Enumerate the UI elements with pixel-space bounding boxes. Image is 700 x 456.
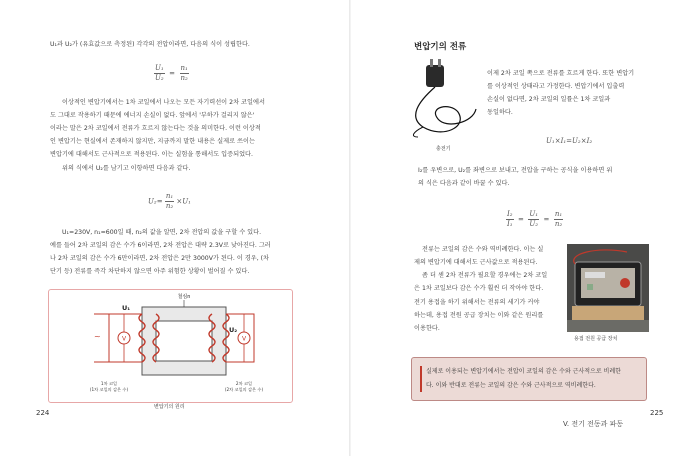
- text-line: 단기 등) 전류를 즉각 차단하지 않으면 아주 위험한 상황이 벌어질 수 있다.: [50, 268, 250, 275]
- u2-label: U₂: [229, 326, 238, 334]
- note-line: 실제로 이용되는 변압기에서는 전압이 코일의 감은 수와 근사적으로 비례한: [426, 368, 621, 375]
- text-line: 이라는 말은 2차 코일에서 전류가 흐르지 않는다는 것을 의미한다. 이런 이상적: [50, 125, 261, 132]
- equation-power: U₁×I₁=U₂×I₂: [546, 137, 593, 145]
- text-line: 예를 들어 2차 코일의 감은 수가 6이라면, 2차 전압은 대략 2.3V로 낮아진다. 그러: [50, 242, 271, 249]
- text-line: 이상적인 변압기에서는 1차 코일에서 나오는 모든 자기력선이 2차 코일에서: [62, 99, 265, 106]
- text-line: 이용한다.: [414, 325, 440, 332]
- transformer-figure: [48, 289, 293, 403]
- page-gutter: [349, 0, 351, 456]
- intro-text: U₁과 U₂가 (유효값으로 측정된) 각각의 전압이라면, 다음의 식이 성립한다.: [50, 41, 250, 48]
- text-line: I₂를 우변으로, U₂를 좌변으로 보내고, 전압을 구하는 공식을 이용하면 위: [418, 167, 613, 174]
- text-line: 손실이 없다면, 2차 코일의 일률은 1차 코일과: [487, 96, 611, 103]
- equation-current-ratio: $\frac{\text{I₂}}{\text{I₁}}$ = $\frac{\text{U₁}}{\text{U₂}}$ = $\frac{\text{n₁}}{\text{n₂}}$: [507, 210, 563, 228]
- equation-voltage-ratio: $\frac{\text{U₁}}{\text{U₂}}$ = $\frac{\text{n₁}}{\text{n₂}}$: [155, 64, 188, 82]
- svg-text:V: V: [121, 335, 127, 343]
- equation-u2: U₂= $\frac{\text{n₁}}{\text{n₂}}$ ×U₁: [148, 192, 191, 210]
- text-line: 의 식은 다음과 같이 바꿀 수 있다.: [418, 180, 510, 187]
- summary-note: [411, 357, 647, 401]
- text-line: 를 이상적인 상태라고 가정한다. 변압기에서 입출력: [487, 83, 625, 90]
- text-line: 도 그대로 작용하기 때문에 에너지 손실이 없다. 앞에서 '부하가 걸리지 않은': [50, 112, 255, 119]
- text-line: 좀 더 센 2차 전류가 필요할 경우에는 2차 코일: [422, 272, 548, 279]
- text-line: 나 2차 코일의 감은 수가 6만이라면, 2차 전압은 2만 3000V가 된다. 이 경우, (차: [50, 255, 270, 262]
- text-line: 전기 용접을 하기 위해서는 전류의 세기가 커야: [414, 299, 540, 306]
- ac-source-icon: ~: [94, 332, 101, 341]
- welder-photo: [567, 244, 649, 332]
- charger-photo: [398, 57, 482, 141]
- u1-label: U₁: [122, 304, 131, 312]
- charger-caption: 충전기: [436, 146, 451, 152]
- section-heading: 변압기의 전류: [414, 42, 467, 52]
- text-line: 은 1차 코일보다 감은 수가 훨씬 더 작아야 한다.: [414, 285, 544, 292]
- figure-caption: 변압기의 원리: [154, 404, 185, 410]
- svg-text:(2차 코일의 감은 수): (2차 코일의 감은 수): [224, 387, 264, 392]
- text-line: 인 변압기는 현실에서 존재하지 않지만, 지금까지 말한 내용은 실제로 쓰이는: [50, 138, 255, 145]
- text-line: 제의 변압기에 대해서도 근사값으로 적용된다.: [414, 259, 538, 266]
- text-line: 하는데, 용접 전원 공급 장치는 이와 같은 원리를: [414, 312, 544, 319]
- text-line: 이제 2차 코일 쪽으로 전류를 흐르게 한다. 또한 변압기: [487, 70, 635, 77]
- paragraph-rearrange: 위의 식에서 U₂를 남기고 이항하면 다음과 같다.: [62, 165, 191, 172]
- page-number-right: 225: [650, 409, 664, 417]
- text-line: 변압기에 대해서도 근사적으로 적용된다. 이는 실험을 통해서도 입증되었다.: [50, 151, 253, 158]
- text-line: 전류는 코일의 감은 수와 역비례한다. 이는 실: [422, 246, 544, 253]
- secondary-coil-caption: 2차 코일: [235, 381, 253, 386]
- core-window: [156, 321, 212, 361]
- note-accent-bar: [420, 366, 422, 392]
- welder-caption: 용접 전원 공급 장치: [574, 336, 618, 342]
- text-line: U₁=230V, n₁=600일 때, n₂의 값을 알면, 2차 전압의 값을 구할 수 있다.: [62, 229, 262, 236]
- chapter-footer: V. 전기 전동과 파동: [563, 420, 624, 428]
- welder-image: [567, 244, 649, 332]
- core-label: 철심n: [177, 294, 191, 300]
- svg-text:V: V: [241, 335, 247, 343]
- page-number-left: 224: [36, 409, 50, 417]
- transformer-diagram: [49, 290, 292, 402]
- text-line: 동일하다.: [487, 109, 513, 116]
- svg-text:(1차 코일의 감은 수): (1차 코일의 감은 수): [89, 387, 129, 392]
- primary-coil-caption: 1차 코일: [100, 381, 118, 386]
- charger-image: [398, 57, 482, 141]
- note-line: 다. 이와 반대로 전류는 코일의 감은 수와 근사적으로 역비례한다.: [426, 382, 596, 389]
